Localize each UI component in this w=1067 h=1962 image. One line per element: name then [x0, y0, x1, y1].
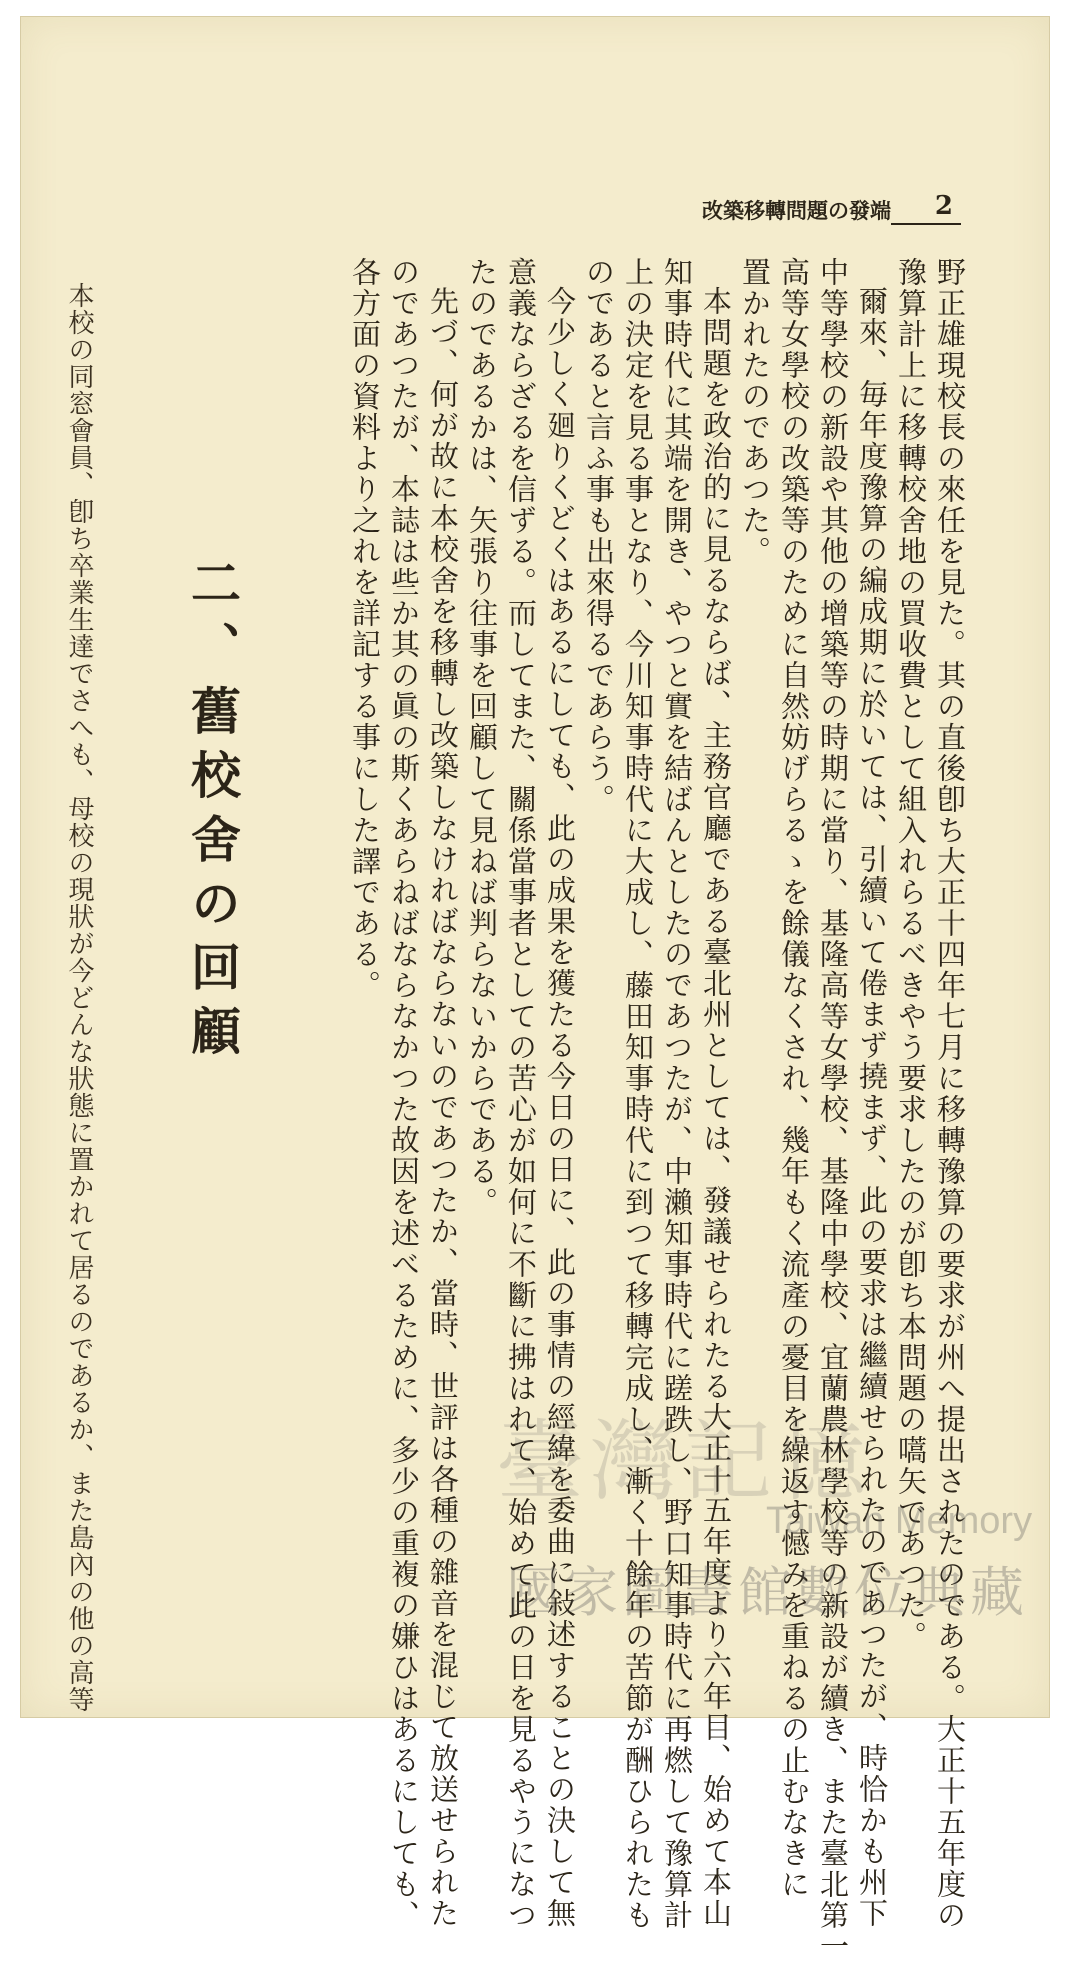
document-page — [20, 16, 1050, 1962]
text-column: 野正雄現校長の來任を見た。其の直後卽ち大正十四年七月に移轉豫算の要求が州へ提出されたのである。大正十五年度の — [933, 257, 967, 1931]
running-header — [621, 193, 961, 233]
text-column: 先づ、何が故に本校舍を移轉し改築しなければならないのであつたか、當時、世評は各種の雜音を混じて放送せられた — [426, 286, 460, 1929]
text-column: のであると言ふ事も出來得るであらう。 — [582, 257, 616, 815]
text-column: 置かれたのであつた。 — [738, 257, 772, 567]
section-text — [61, 282, 97, 1713]
text-column: 意義ならざるを信ずる。而してまた、關係當事者としての苦心が如何に不斷に拂はれて、始めて此の日を見るやうになつ — [504, 257, 538, 1931]
watermark-logo-text: 臺灣記憶 — [496, 1410, 873, 1513]
header-rule — [891, 223, 961, 225]
text-column: 高等女學校の改築等のために自然妨げらるゝを餘儀なくされ、幾年もく流產の憂目を繰返す憾みを重ねるの止むなきに — [777, 257, 811, 1900]
text-column: 爾來、毎年度豫算の編成期に於いては、引續いて倦まず撓まず、此の要求は繼續せられたのであつたが、時恰かも州下 — [855, 286, 889, 1929]
text-column: 本問題を政治的に見るならば、主務官廳である臺北州としては、發議せられたる大正十五年度より六年目、始めて本山 — [699, 286, 733, 1929]
watermark-library: 國家圖書館數位典藏 — [506, 1561, 1028, 1624]
text-column: 上の決定を見る事となり、今川知事時代に大成し、藤田知事時代に到つて移轉完成し、漸く十餘年の苦節が酬ひられたも — [621, 257, 655, 1931]
text-column: たのであるかは、矢張り往事を回顧して見ねば判らないからである。 — [465, 257, 499, 1218]
running-title: 改築移轉問題の發端 — [702, 198, 891, 223]
text-column: 中等學校の新設や其他の增築等の時期に當り、基隆高等女學校、基隆中學校、宜蘭農林學校等の新設が續き、また臺北第一 — [816, 257, 850, 1962]
text-column: 知事時代に其端を開き、やつと實を結ばんとしたのであつたが、中瀨知事時代に蹉跌し、野口知事時代に再燃して豫算計 — [660, 257, 694, 1931]
page-number: 2 — [934, 191, 953, 221]
text-column: 本校の同窓會員、卽ち卒業生達でさへも、母校の現狀が今どんな狀態に置かれて居るのであるか、また島內の他の高等 — [64, 282, 94, 1713]
library-watermark — [496, 1392, 1033, 1624]
watermark-english: Taiwan Memory — [766, 1500, 1033, 1542]
text-column: 豫算計上に移轉校舍地の買收費として組入れらるべきやう要求したのが卽ち本問題の嚆矢であつた。 — [894, 257, 928, 1652]
text-column: のであつたが、本誌は些か其の眞の斯くあらねばならなかつた故因を述べるために、多少の重複の嫌ひはあるにしても、 — [387, 257, 421, 1931]
text-column: 今少しく廻りくどくはあるにしても、此の成果を獲たる今日の日に、此の事情の經緯を委曲に敍述することの決して無 — [543, 286, 577, 1929]
text-column: 各方面の資料より之れを詳記する事にした譯である。 — [348, 257, 382, 1001]
section-heading: 二、舊校舍の回顧 — [183, 557, 241, 1069]
